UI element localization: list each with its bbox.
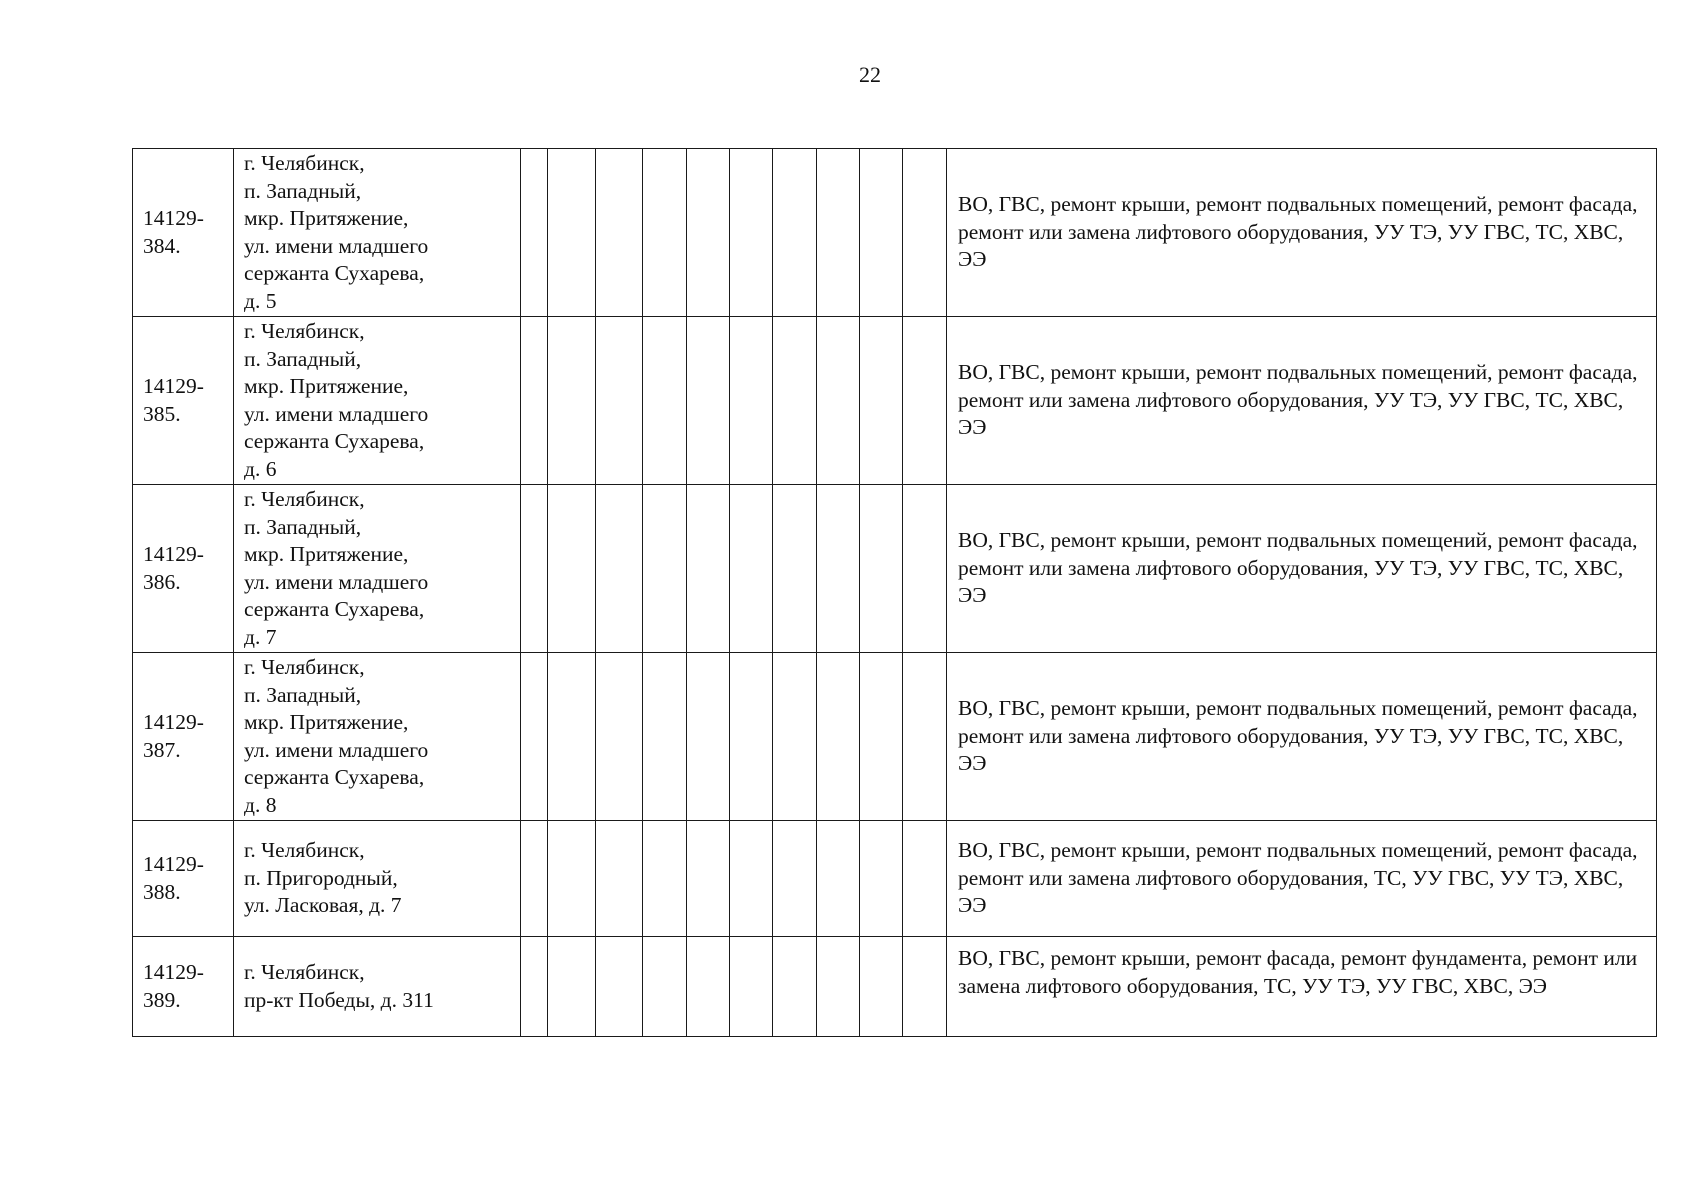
page-number: 22: [859, 62, 881, 87]
row-number-line: 14129-: [143, 206, 204, 230]
address-line: г. Челябинск,: [244, 487, 365, 511]
empty-cell: [687, 485, 730, 653]
empty-cell: [643, 149, 687, 317]
table-row: [133, 821, 1657, 937]
empty-cell: [643, 317, 687, 485]
row-number-line: 388.: [143, 879, 181, 904]
empty-cell: [596, 821, 643, 937]
empty-cell: [860, 317, 903, 485]
address-line: п. Западный,: [244, 178, 362, 203]
row-number-cell: [133, 317, 234, 485]
empty-cell: [596, 485, 643, 653]
address-line: ул. имени младшего: [244, 233, 429, 258]
empty-cell: [548, 485, 596, 653]
address-line: г. Челябинск,: [244, 960, 365, 984]
empty-cell: [521, 821, 548, 937]
empty-cell: [730, 317, 773, 485]
empty-cell: [903, 653, 947, 821]
address-line: п. Пригородный,: [244, 865, 398, 890]
empty-cell: [596, 653, 643, 821]
row-number-line: 14129-: [143, 852, 204, 876]
empty-cell: [687, 149, 730, 317]
address-line: г. Челябинск,: [244, 655, 365, 679]
works-cell: ВО, ГВС, ремонт крыши, ремонт подвальных помещений, ремонт фасада, ремонт или замена лифтового оборудования, УУ ТЭ, УУ ГВС, ТС, ХВС, ЭЭ: [947, 317, 1657, 485]
address-line: д. 5: [244, 288, 277, 313]
address-line: д. 8: [244, 792, 277, 817]
empty-cell: [643, 485, 687, 653]
empty-cell: [596, 317, 643, 485]
empty-cell: [548, 317, 596, 485]
address-line: мкр. Притяжение,: [244, 206, 409, 230]
address-line: г. Челябинск,: [244, 151, 365, 175]
address-cell: [234, 485, 521, 653]
works-cell: ВО, ГВС, ремонт крыши, ремонт подвальных помещений, ремонт фасада, ремонт или замена лифтового оборудования, УУ ТЭ, УУ ГВС, ТС, ХВС, ЭЭ: [947, 149, 1657, 317]
row-number-line: 14129-: [143, 960, 204, 984]
empty-cell: [730, 149, 773, 317]
address-line: п. Западный,: [244, 346, 362, 371]
table-row: [133, 937, 1657, 1037]
table-body: [133, 149, 1657, 1037]
works-cell: ВО, ГВС, ремонт крыши, ремонт фасада, ремонт фундамента, ремонт или замена лифтового оборудования, ТС, УУ ТЭ, УУ ГВС, ХВС, ЭЭ: [947, 937, 1657, 1037]
address-line: п. Западный,: [244, 514, 362, 539]
empty-cell: [903, 149, 947, 317]
empty-cell: [773, 317, 817, 485]
address-line: г. Челябинск,: [244, 838, 365, 863]
address-line: ул. имени младшего: [244, 401, 429, 426]
address-line: д. 6: [244, 456, 277, 481]
address-line: пр-кт Победы, д. 311: [244, 987, 434, 1012]
empty-cell: [773, 485, 817, 653]
address-cell: [234, 821, 521, 937]
empty-cell: [903, 317, 947, 485]
row-number-line: 384.: [143, 233, 181, 258]
empty-cell: [817, 485, 860, 653]
empty-cell: [730, 937, 773, 1037]
empty-cell: [730, 653, 773, 821]
empty-cell: [643, 937, 687, 1037]
empty-cell: [687, 821, 730, 937]
empty-cell: [773, 821, 817, 937]
empty-cell: [860, 821, 903, 937]
row-number-line: 387.: [143, 737, 181, 762]
empty-cell: [773, 149, 817, 317]
empty-cell: [596, 937, 643, 1037]
works-cell: ВО, ГВС, ремонт крыши, ремонт подвальных помещений, ремонт фасада, ремонт или замена лифтового оборудования, УУ ТЭ, УУ ГВС, ТС, ХВС, ЭЭ: [947, 653, 1657, 821]
empty-cell: [903, 821, 947, 937]
works-table: [132, 148, 1657, 1037]
empty-cell: [596, 149, 643, 317]
empty-cell: [860, 653, 903, 821]
row-number-line: 385.: [143, 401, 181, 426]
works-cell: ВО, ГВС, ремонт крыши, ремонт подвальных помещений, ремонт фасада, ремонт или замена лифтового оборудования, УУ ТЭ, УУ ГВС, ТС, ХВС, ЭЭ: [947, 485, 1657, 653]
empty-cell: [687, 653, 730, 821]
table-row: [133, 149, 1657, 317]
empty-cell: [773, 653, 817, 821]
address-line: сержанта Сухарева,: [244, 597, 425, 621]
address-line: д. 7: [244, 624, 277, 649]
empty-cell: [730, 485, 773, 653]
address-line: мкр. Притяжение,: [244, 710, 409, 734]
empty-cell: [643, 653, 687, 821]
table-row: [133, 485, 1657, 653]
empty-cell: [687, 317, 730, 485]
empty-cell: [521, 485, 548, 653]
address-cell: [234, 653, 521, 821]
address-cell: [234, 149, 521, 317]
row-number-cell: [133, 653, 234, 821]
empty-cell: [687, 937, 730, 1037]
empty-cell: [521, 149, 548, 317]
empty-cell: [903, 937, 947, 1037]
row-number-line: 14129-: [143, 710, 204, 734]
empty-cell: [548, 149, 596, 317]
empty-cell: [643, 821, 687, 937]
empty-cell: [521, 653, 548, 821]
empty-cell: [521, 937, 548, 1037]
row-number-cell: [133, 937, 234, 1037]
empty-cell: [548, 937, 596, 1037]
empty-cell: [548, 821, 596, 937]
table-row: [133, 317, 1657, 485]
row-number-cell: [133, 821, 234, 937]
address-line: сержанта Сухарева,: [244, 429, 425, 453]
empty-cell: [903, 485, 947, 653]
table-row: [133, 653, 1657, 821]
works-cell: ВО, ГВС, ремонт крыши, ремонт подвальных помещений, ремонт фасада, ремонт или замена лифтового оборудования, ТС, УУ ГВС, УУ ТЭ, ХВС, ЭЭ: [947, 821, 1657, 937]
address-line: ул. Ласковая, д. 7: [244, 893, 402, 918]
address-line: мкр. Притяжение,: [244, 374, 409, 398]
empty-cell: [817, 653, 860, 821]
empty-cell: [773, 937, 817, 1037]
empty-cell: [817, 149, 860, 317]
address-line: сержанта Сухарева,: [244, 261, 425, 285]
empty-cell: [817, 937, 860, 1037]
empty-cell: [521, 317, 548, 485]
address-line: г. Челябинск,: [244, 319, 365, 343]
row-number-line: 14129-: [143, 374, 204, 398]
row-number-line: 386.: [143, 569, 181, 594]
row-number-line: 14129-: [143, 542, 204, 566]
empty-cell: [817, 821, 860, 937]
address-cell: [234, 317, 521, 485]
address-line: п. Западный,: [244, 682, 362, 707]
row-number-line: 389.: [143, 987, 181, 1012]
empty-cell: [548, 653, 596, 821]
address-cell: [234, 937, 521, 1037]
address-line: сержанта Сухарева,: [244, 765, 425, 789]
empty-cell: [730, 821, 773, 937]
empty-cell: [860, 485, 903, 653]
row-number-cell: [133, 485, 234, 653]
empty-cell: [860, 149, 903, 317]
row-number-cell: [133, 149, 234, 317]
address-line: ул. имени младшего: [244, 737, 429, 762]
address-line: мкр. Притяжение,: [244, 542, 409, 566]
address-line: ул. имени младшего: [244, 569, 429, 594]
empty-cell: [817, 317, 860, 485]
empty-cell: [860, 937, 903, 1037]
